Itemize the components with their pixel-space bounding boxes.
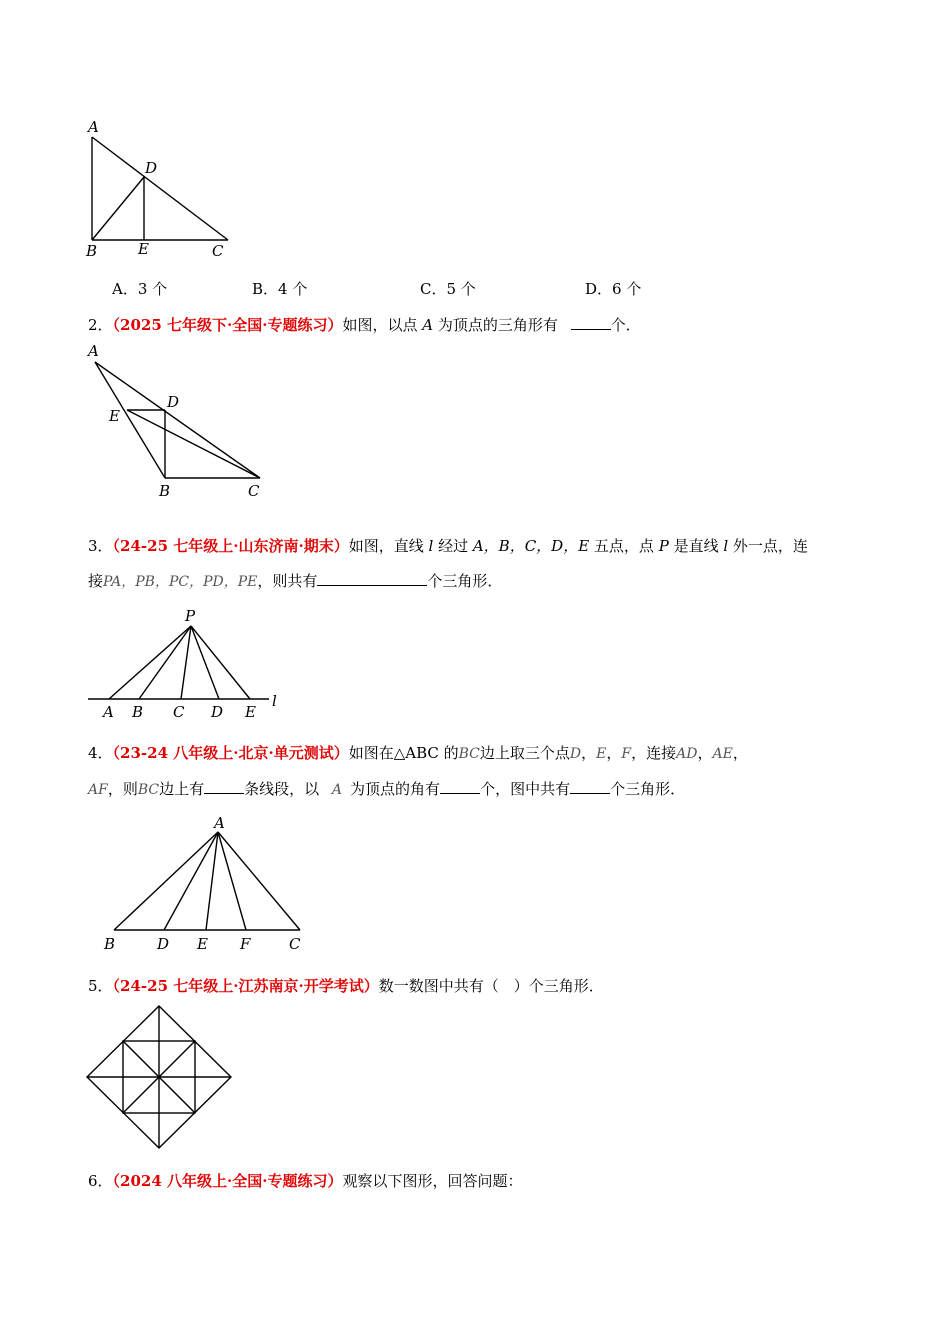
q4-figure bbox=[100, 812, 320, 957]
q1-option-b: B．4 个 bbox=[252, 280, 308, 298]
q4-answer-blank-2[interactable] bbox=[440, 779, 480, 794]
q4-answer-blank-3[interactable] bbox=[570, 779, 610, 794]
q1-label-b: B bbox=[86, 242, 98, 260]
q1-label-e: E bbox=[138, 240, 149, 258]
q1-option-d: D．6 个 bbox=[585, 280, 642, 298]
q4-label-b: B bbox=[104, 935, 116, 953]
q3-label-p: P bbox=[185, 607, 196, 625]
q3-answer-blank[interactable] bbox=[317, 571, 427, 586]
q4-segment-ac bbox=[218, 832, 300, 930]
q2-text: 2．（2025 七年级下·全国·专题练习）如图，以点 A 为顶点的三角形有 个． bbox=[88, 316, 641, 334]
q2-label-c: C bbox=[248, 482, 260, 500]
q1-label-a: A bbox=[88, 118, 99, 136]
q3-label-e: E bbox=[245, 703, 256, 721]
q4-label-d: D bbox=[157, 935, 170, 953]
q3-text-line2: 接PA，PB，PC，PD，PE，则共有 个三角形． bbox=[88, 572, 503, 590]
q3-segment-pe bbox=[191, 626, 250, 699]
q2-segment-ec bbox=[127, 410, 260, 478]
q3-label-l: l bbox=[272, 692, 277, 710]
q2-label-a: A bbox=[88, 342, 99, 360]
q6-text: 6．（2024 八年级上·全国·专题练习）观察以下图形，回答问题： bbox=[88, 1172, 523, 1190]
q4-source: （23-24 八年级上·北京·单元测试） bbox=[112, 744, 349, 762]
q3-label-c: C bbox=[173, 703, 185, 721]
q2-figure bbox=[85, 340, 275, 505]
q5-text: 5．（24-25 七年级上·江苏南京·开学考试）数一数图中共有（ ）个三角形． bbox=[88, 977, 604, 995]
q1-segment-bd bbox=[92, 177, 144, 240]
q4-segment-ad bbox=[164, 832, 218, 930]
q3-figure bbox=[85, 605, 295, 725]
q4-segment-ab bbox=[114, 832, 218, 930]
q4-text-line2: AF，则BC边上有 条线段，以 A 为顶点的角有 个，图中共有 个三角形． bbox=[88, 780, 686, 798]
q4-segment-ae bbox=[206, 832, 218, 930]
q4-segment-af bbox=[218, 832, 246, 930]
q4-label-c: C bbox=[289, 935, 301, 953]
q2-number: 2． bbox=[88, 316, 113, 334]
q2-label-e: E bbox=[109, 407, 120, 425]
q1-figure bbox=[80, 115, 240, 265]
q2-answer-blank[interactable] bbox=[571, 315, 611, 330]
q3-label-b: B bbox=[132, 703, 144, 721]
q4-text-line1: 4．（23-24 八年级上·北京·单元测试）如图在△ABC 的BC边上取三个点D，E，F，连接AD，AE， bbox=[88, 744, 748, 762]
q2-source: （2025 七年级下·全国·专题练习） bbox=[112, 316, 343, 334]
q6-source: （2024 八年级上·全国·专题练习） bbox=[112, 1172, 343, 1190]
q3-label-d: D bbox=[211, 703, 224, 721]
q3-text-line1: 3．（24-25 七年级上·山东济南·期末）如图，直线 l 经过 A，B，C，D，E 五点，点 P 是直线 l 外一点，连 bbox=[88, 537, 808, 555]
q1-label-d: D bbox=[145, 159, 158, 177]
q2-label-b: B bbox=[159, 482, 171, 500]
q3-source: （24-25 七年级上·山东济南·期末） bbox=[112, 537, 349, 555]
q4-label-e: E bbox=[197, 935, 208, 953]
q5-number: 5． bbox=[88, 977, 113, 995]
q1-option-a: A．3 个 bbox=[112, 280, 168, 298]
q2-segment-ab bbox=[95, 362, 165, 478]
q1-label-c: C bbox=[212, 242, 224, 260]
q3-number: 3． bbox=[88, 537, 113, 555]
q4-label-f: F bbox=[240, 935, 251, 953]
q4-answer-blank-1[interactable] bbox=[204, 779, 244, 794]
q1-segment-ac bbox=[92, 137, 228, 240]
q4-label-a: A bbox=[214, 814, 225, 832]
q3-label-a: A bbox=[103, 703, 114, 721]
q3-segment-pd bbox=[191, 626, 219, 699]
q3-segment-pa bbox=[109, 626, 191, 699]
q5-figure bbox=[86, 1005, 234, 1150]
q6-number: 6． bbox=[88, 1172, 113, 1190]
q5-source: （24-25 七年级上·江苏南京·开学考试） bbox=[112, 977, 379, 995]
q2-label-d: D bbox=[167, 393, 180, 411]
q4-number: 4． bbox=[88, 744, 113, 762]
q1-option-c: C．5 个 bbox=[420, 280, 476, 298]
